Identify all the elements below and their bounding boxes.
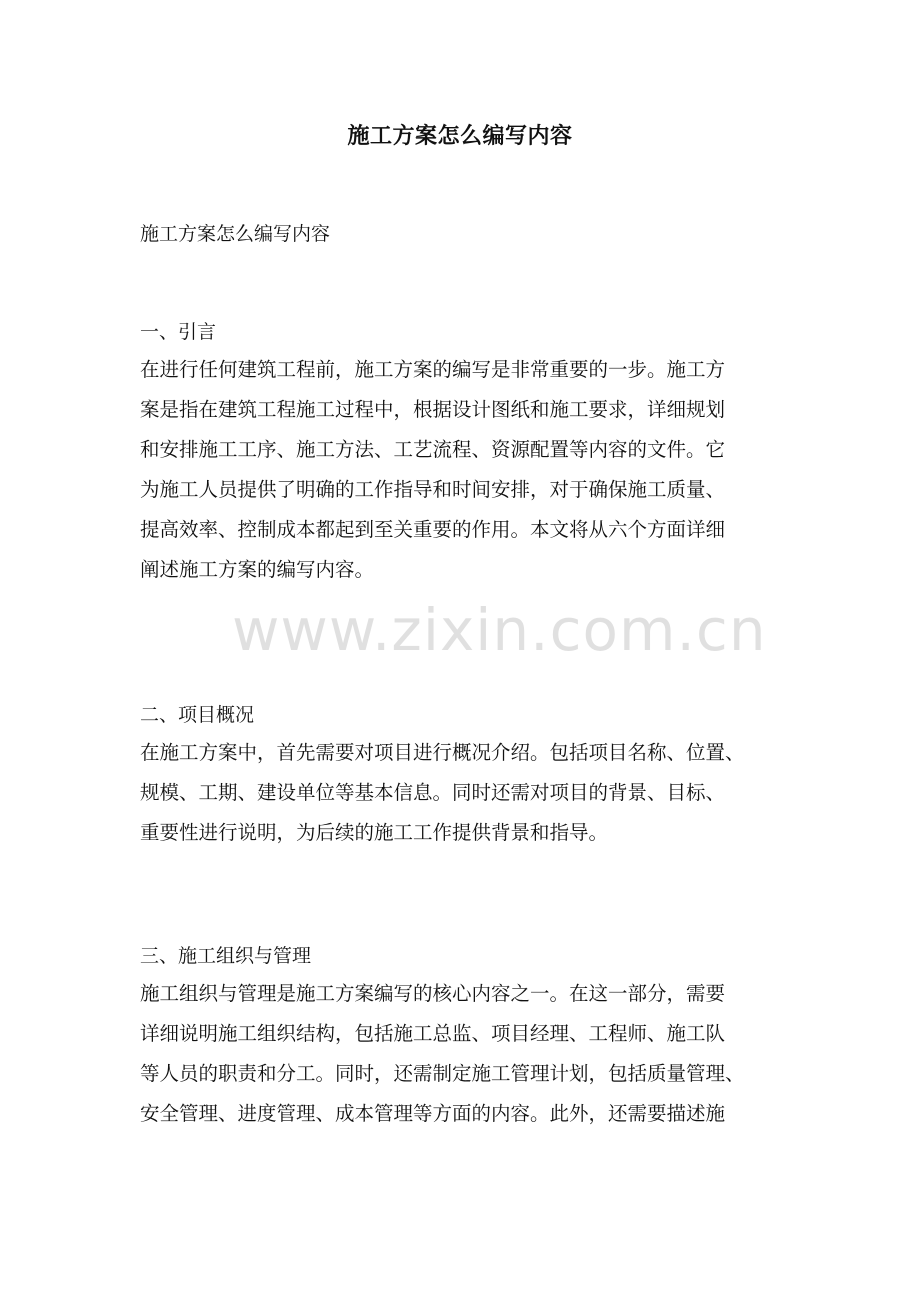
- section-heading: 一、引言: [140, 321, 217, 343]
- section-organization-management: [140, 940, 800, 1138]
- document-title: 施工方案怎么编写内容: [347, 123, 573, 149]
- section-heading: 三、施工组织与管理: [140, 945, 312, 967]
- paragraph-line: 和安排施工工序、施工方法、工艺流程、资源配置等内容的文件。它: [140, 438, 726, 461]
- section-project-overview: [140, 699, 800, 857]
- paragraph-line: 等人员的职责和分工。同时，还需制定施工管理计划，包括质量管理、: [140, 1062, 745, 1085]
- paragraph-line: 案是指在建筑工程施工过程中，根据设计图纸和施工要求，详细规划: [140, 398, 726, 421]
- paragraph-line: 规模、工期、建设单位等基本信息。同时还需对项目的背景、目标、: [140, 781, 726, 804]
- paragraph-line: 阐述施工方案的编写内容。: [140, 558, 375, 581]
- paragraph-line: 安全管理、进度管理、成本管理等方面的内容。此外，还需要描述施: [140, 1102, 726, 1125]
- paragraph-line: 重要性进行说明，为后续的施工工作提供背景和指导。: [140, 821, 609, 844]
- paragraph-line: 为施工人员提供了明确的工作指导和时间安排，对于确保施工质量、: [140, 478, 726, 501]
- paragraph-line: 施工组织与管理是施工方案编写的核心内容之一。在这一部分，需要: [140, 982, 726, 1005]
- paragraph-line: 详细说明施工组织结构，包括施工总监、项目经理、工程师、施工队: [140, 1022, 726, 1045]
- paragraph-line: 在进行任何建筑工程前，施工方案的编写是非常重要的一步。施工方: [140, 358, 726, 381]
- document-subtitle: 施工方案怎么编写内容: [140, 223, 331, 245]
- section-introduction: [140, 316, 800, 594]
- paragraph-line: 提高效率、控制成本都起到至关重要的作用。本文将从六个方面详细: [140, 518, 726, 541]
- section-heading: 二、项目概况: [140, 704, 255, 726]
- watermark-text: www.zixin.com.cn: [232, 596, 767, 664]
- paragraph-line: 在施工方案中，首先需要对项目进行概况介绍。包括项目名称、位置、: [140, 741, 745, 764]
